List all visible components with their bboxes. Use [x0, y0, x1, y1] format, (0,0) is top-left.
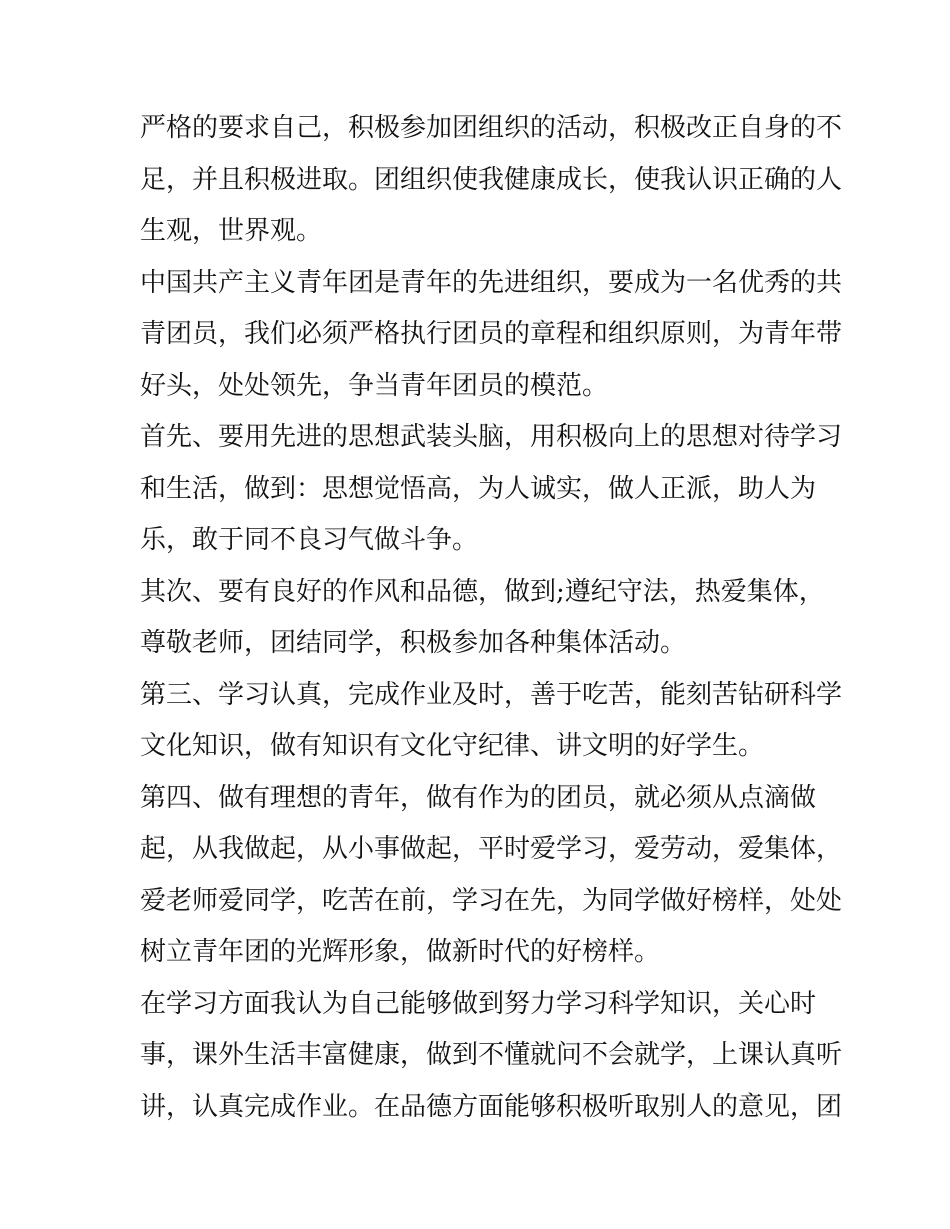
text-line: 树立青年团的光辉形象，做新时代的好榜样。 [140, 937, 661, 967]
text-line: 青团员，我们必须严格执行团员的章程和组织原则，为青年带 [140, 319, 843, 349]
text-line: 文化知识，做有知识有文化守纪律、讲文明的好学生。 [140, 731, 765, 761]
text-line: 讲，认真完成作业。在品德方面能够积极听取别人的意见，团 [140, 1092, 843, 1122]
text-line: 乐，敢于同不良习气做斗争。 [140, 525, 479, 555]
text-line: 足，并且积极进取。团组织使我健康成长，使我认识正确的人 [140, 165, 843, 195]
text-line: 事，课外生活丰富健康，做到不懂就问不会就学，上课认真听 [140, 1040, 843, 1070]
text-line: 在学习方面我认为自己能够做到努力学习科学知识，关心时 [140, 989, 817, 1019]
text-line: 尊敬老师，团结同学，积极参加各种集体活动。 [140, 628, 687, 658]
text-line: 严格的要求自己，积极参加团组织的活动，积极改正自身的不 [140, 113, 843, 143]
text-line: 和生活，做到：思想觉悟高，为人诚实，做人正派，助人为 [140, 474, 817, 504]
text-line: 第四、做有理想的青年，做有作为的团员，就必须从点滴做 [140, 783, 817, 813]
text-line: 首先、要用先进的思想武装头脑，用积极向上的思想对待学习 [140, 422, 843, 452]
text-line: 中国共产主义青年团是青年的先进组织，要成为一名优秀的共 [140, 268, 843, 298]
text-line: 爱老师爱同学，吃苦在前，学习在先，为同学做好榜样，处处 [140, 886, 843, 916]
text-line: 好头，处处领先，争当青年团员的模范。 [140, 371, 609, 401]
text-line: 起，从我做起，从小事做起，平时爱学习，爱劳动，爱集体， [140, 834, 843, 864]
text-line: 生观，世界观。 [140, 216, 323, 246]
text-line: 第三、学习认真，完成作业及时，善于吃苦，能刻苦钻研科学 [140, 680, 843, 710]
text-line: 其次、要有良好的作风和品德，做到;遵纪守法，热爱集体， [140, 577, 825, 607]
